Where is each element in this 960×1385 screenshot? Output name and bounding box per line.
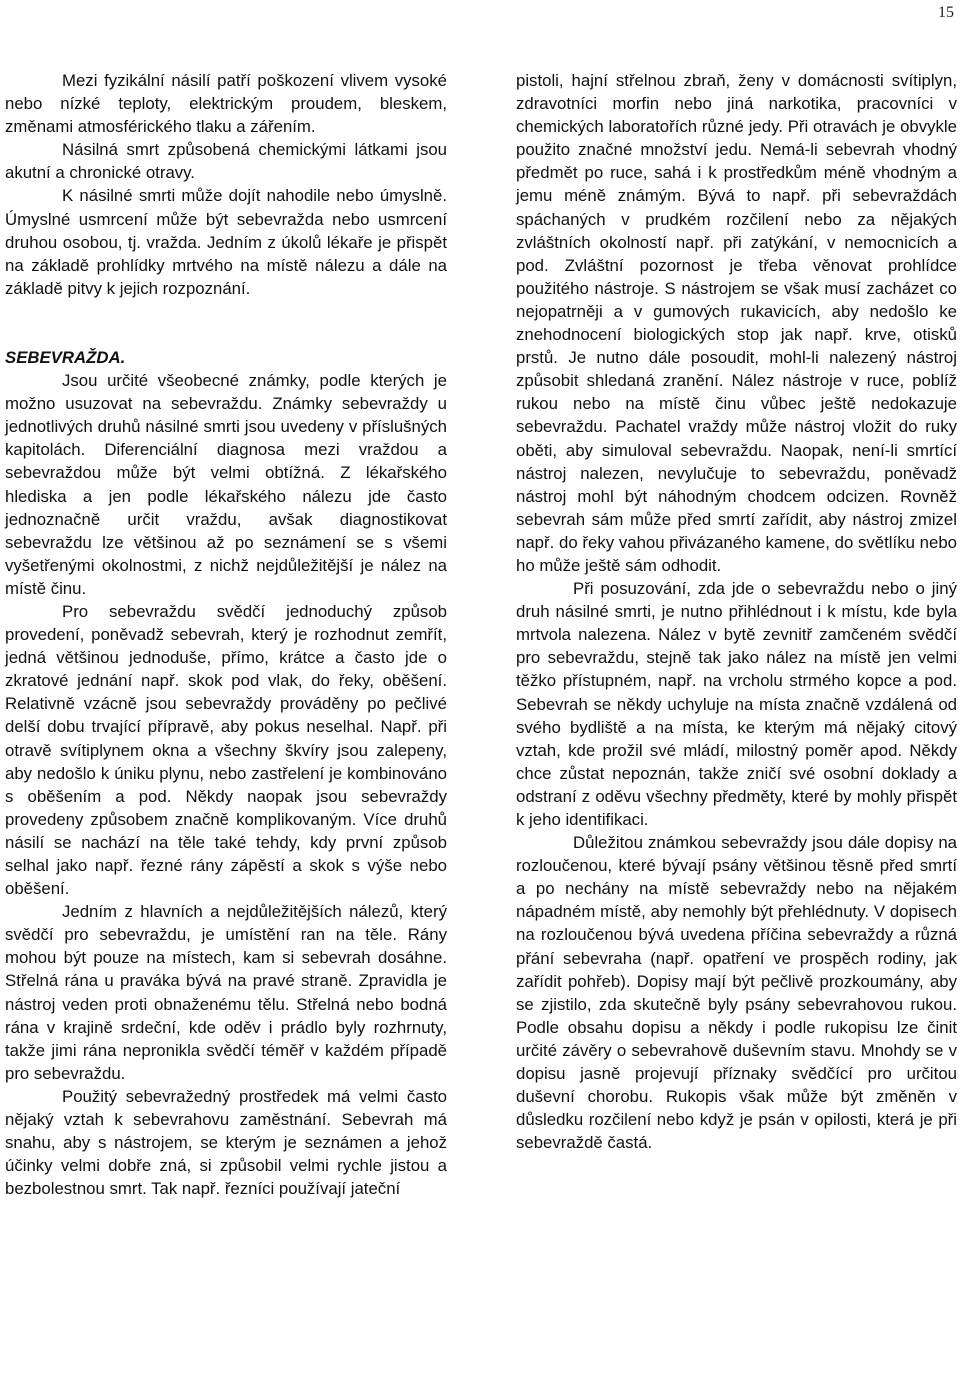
paragraph-means-continued: pistoli, hajní střelnou zbraň, ženy v domácnosti svítiplyn, zdravotníci morfin nebo jiná narkotika, pracovníci v chemických laboratořích různé jedy. Při otravách je obvykle použito značné množství jedu. Nemá-li sebevrah vhodný předmět po ruce, sahá i k prostředkům méně vhodným a jemu méně známým. Bývá to např. při sebevraždách spáchaných v prudkém rozčilení nebo za nějakých zvláštních okolností např. při zatýkání, v nemocnicích a pod. Zvláštní pozornost je třeba věnovat prohlídce použitého nástroje. S nástrojem se však musí zacházet co nejopatrněji a v gumových rukavicích, aby nedošlo ke znehodnocení biologických stop jak např. krve, otisků prstů. Je nutno dále posoudit, mohl-li nalezený nástroj způsobit shledaná zranění. Nález nástroje v ruce, poblíž rukou nebo na místě činu vůbec ještě nedokazuje sebevraždu. Pachatel vraždy může nástroj vložit do ruky oběti, aby simuloval sebevraždu. Naopak, není-li smrtící nástroj nalezen, nevylučuje to sebevraždu, poněvadž nástroj mohl být náhodným chodcem odcizen. Rovněž sebevrah sám může před smrtí zařídit, aby nástroj zmizel např. do řeky vahou přivázaného kamene, do světlíku nebo ho může ještě sám odhodit. [516,71,957,575]
paragraph-wound-location: Jedním z hlavních a nejdůležitějších nálezů, který svědčí pro sebevraždu, je umístění ran na těle. Rány mohou být pouze na místech, kam si sebevrah dosáhne. Střelná rána u praváka bývá na pravé straně. Zpravidla je nástroj veden proti obnaženému tělu. Střelná nebo bodná rána v krajině srdeční, kde oděv i prádlo byly rozhrnuty, takže jimi rána nepronikla svědčí téměř v každém případě pro sebevraždu. [5,902,447,1083]
section-heading: SEBEVRAŽDA. [5,347,126,367]
right-column [516,69,957,1154]
paragraph-chemical-death: Násilná smrt způsobená chemickými látkami jsou akutní a chronické otravy. [5,140,447,183]
paragraph-place-of-finding: Při posuzování, zda jde o sebevraždu nebo o jiný druh násilné smrti, je nutno přihlédnout i k místu, kde byla mrtvola nalezena. Nález v bytě zevnitř zamčeném svědčí pro sebevraždu, stejně tak jako nález na místě jen velmi těžko přístupném, např. na vrcholu strmého kopce a pod. Sebevrah se někdy uchyluje na místa značně vzdálená od svého bydliště a na místa, ke kterým má nějaký citový vztah, kde prožil své mládí, milostný poměr apod. Někdy chce zůstat nepoznán, takže zničí své osobní doklady a odstraní z oděvu všechny předměty, které by mohly přispět k jeho identifikaci. [516,579,957,829]
paragraph-physical-violence: Mezi fyzikální násilí patří poškození vlivem vysoké nebo nízké teploty, elektrickým proudem, bleskem, změnami atmosférického tlaku a zářením. [5,71,447,137]
left-column [5,69,447,1200]
paragraph-suicide-method: Pro sebevraždu svědčí jednoduchý způsob provedení, poněvadž sebevrah, který je rozhodnut zemřít, jedná většinou jednoduše, přímo, krátce a často jde o zkratové jednání např. skok pod vlak, do řeky, oběšení. Relativně vzácně jsou sebevraždy prováděny po pečlivé delší dobu trvající přípravě, aby pokus neselhal. Např. při otravě svítiplynem okna a všechny škvíry jsou zalepeny, aby nedošlo k úniku plynu, nebo zastřelení je kombinováno s oběšením a pod. Někdy naopak jsou sebevraždy provedeny způsobem značně komplikovaným. Více druhů násilí se nachází na těle také tehdy, kdy první způsob selhal jako např. řezné rány zápěstí a skok s výše nebo oběšení. [5,601,447,899]
paragraph-farewell-letters: Důležitou známkou sebevraždy jsou dále dopisy na rozloučenou, které bývají psány většinou těsně před smrtí a po nechány na místě sebevraždy nebo na nějakém nápadném místě, aby nemohly být přehlédnuty. V dopisech na rozloučenou bývá uvedena příčina sebevraždy a různá přání sebevraha (např. opatření ve prospěch rodiny, jak zařídit pohřeb). Dopisy mají být pečlivě prozkoumány, aby se zjistilo, zda skutečně byly psány sebevrahovou rukou. Podle obsahu dopisu a někdy i podle rukopisu lze činit určité závěry o sebevrahově duševním stavu. Mnohdy se v dopisu jasně projevují příznaky svědčící pro určitou duševní chorobu. Rukopis však může být změněn v důsledku rozčilení nebo když je psán v opilosti, která je při sebevraždě častá. [516,833,957,1153]
section-gap [5,300,447,346]
paragraph-suicide-signs: Jsou určité všeobecné známky, podle kterých je možno usuzovat na sebevraždu. Známky sebevraždy u jednotlivých druhů násilné smrti jsou uvedeny v příslušných kapitolách. Diferenciální diagnosa mezi vraždou a sebevraždou může být velmi obtížná. Z lékařského hlediska a jen podle lékařského nálezu jde často jednoznačně určit vraždu, avšak diagnostikovat sebevraždu lze většinou až po seznámení se s všemi vyšetřenými okolnostmi, z nichž nejdůležitější je nález na místě činu. [5,371,447,598]
paragraph-suicide-means: Použitý sebevražedný prostředek má velmi často nějaký vztah k sebevrahovu zaměstnání. Sebevrah má snahu, aby s nástrojem, se kterým je seznámen a jehož účinky velmi dobře zná, si způsobil velmi rychle jistou a bezbolestnou smrt. Tak např. řezníci používají jateční [5,1086,447,1199]
paragraph-intentional-death: K násilné smrti může dojít nahodile nebo úmyslně. Úmyslné usmrcení může být sebevražda nebo usmrcení druhou osobou, tj. vražda. Jedním z úkolů lékaře je přispět na základě prohlídky mrtvého na místě nálezu a dále na základě pitvy k jejich rozpoznání. [5,186,447,298]
page-number: 15 [938,4,954,21]
